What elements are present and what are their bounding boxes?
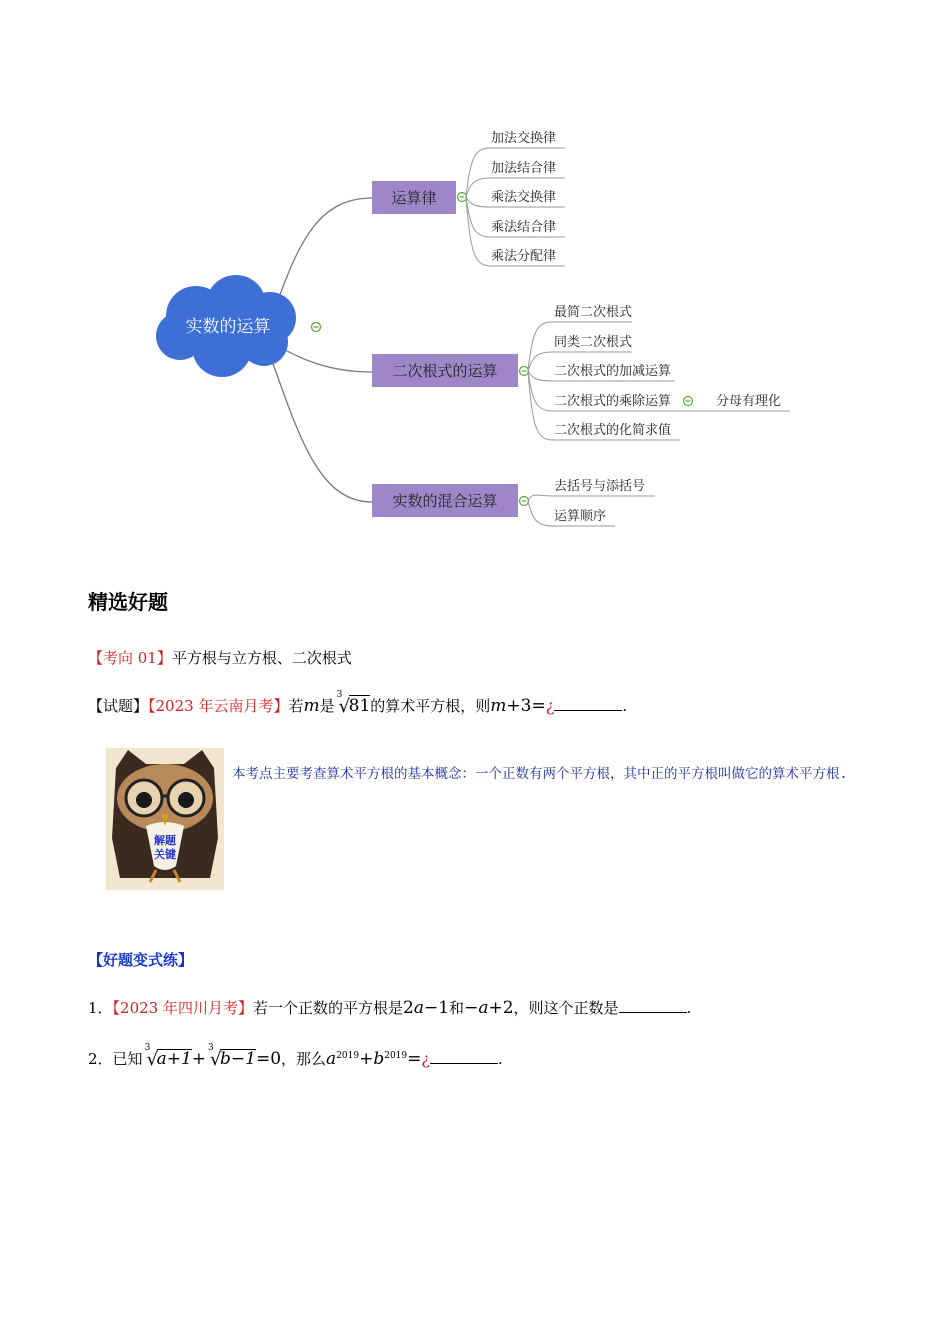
exponent: 2019: [336, 1051, 360, 1061]
item-source: 【2023 年四川月考】: [112, 999, 253, 1017]
leaf-2-2: 同类二次根式: [554, 335, 633, 350]
item-number: 1．: [88, 999, 113, 1017]
owl-text-1: 解题: [154, 834, 176, 847]
root-cloud: [156, 275, 296, 377]
practice-item-2: 2．已知 3 √ a+1+ 3 √ b−1=0，那么$a^{2019}+b^{2019}=¿$ .: [88, 1043, 503, 1070]
qmark: ¿: [545, 696, 555, 715]
leaf-3-1: 去括号与添括号: [554, 479, 646, 494]
leaf-2-3: 二次根式的加减运算: [554, 364, 672, 379]
practice-item-1: [88, 997, 691, 1018]
period: .: [622, 697, 628, 715]
question-text: 若: [288, 697, 304, 715]
practice-title: 【好题变式练】: [88, 951, 194, 969]
answer-blank[interactable]: [554, 696, 622, 711]
math-minus: −: [464, 998, 479, 1018]
topic-tag: 【考向 01】: [88, 649, 172, 667]
question-line: [88, 690, 628, 717]
answer-blank[interactable]: [430, 1049, 498, 1064]
root-label: 实数的运算: [185, 317, 271, 337]
radicand: 81: [348, 696, 371, 716]
var-m: m: [303, 696, 320, 716]
mind-map: [0, 0, 950, 560]
topic-line: [88, 647, 352, 668]
qmark: ¿: [421, 1049, 430, 1068]
item-text: 已知: [112, 1050, 143, 1068]
branch-label-1: 运算律: [391, 189, 437, 207]
question-text: 的算术平方根，则: [370, 697, 491, 715]
var-m: m: [490, 696, 507, 716]
var-a: a: [413, 998, 424, 1018]
var-a: a: [326, 1049, 337, 1069]
period: .: [497, 1050, 503, 1068]
answer-blank[interactable]: [619, 998, 687, 1013]
var-b: b: [220, 1049, 231, 1069]
item-text: ，则这个正数是: [513, 999, 619, 1017]
math-plus: +: [191, 1049, 207, 1069]
expr-tail: +3=: [506, 696, 546, 716]
math-num: 2: [403, 998, 414, 1018]
section-title: 精选好题: [88, 590, 168, 614]
leaf-1-2: 加法结合律: [491, 161, 557, 176]
exponent: 2019: [384, 1051, 408, 1061]
owl-text-2: 关键: [154, 848, 176, 861]
item-number: 2．: [88, 1050, 113, 1068]
leaf-1-3: 乘法交换律: [491, 190, 557, 205]
item-text: 若一个正数的平方根是: [253, 999, 404, 1017]
var-a: a: [478, 998, 489, 1018]
cube-root-b: 3 √ b−1: [208, 1043, 256, 1070]
question-source: 【2023 年云南月考】: [148, 697, 289, 715]
var-b: b: [373, 1049, 385, 1069]
hint-text: 本考点主要考查算术平方根的基本概念：一个正数有两个平方根，其中正的平方根叫做它的算术平方根.: [232, 766, 848, 782]
topic-text: 平方根与立方根、二次根式: [171, 649, 352, 667]
branch-label-2: 二次根式的运算: [392, 362, 498, 380]
math-tail: +1: [166, 1049, 192, 1069]
math-tail: −1: [423, 998, 450, 1018]
branch-label-3: 实数的混合运算: [392, 492, 498, 510]
leaf-2-5: 二次根式的化简求值: [554, 423, 672, 438]
question-label: 【试题】: [88, 697, 149, 715]
owl-image: [106, 748, 224, 890]
period: .: [686, 999, 692, 1017]
leaf-2-4: 二次根式的乘除运算: [554, 394, 672, 409]
item-text: 和: [449, 999, 465, 1017]
var-a: a: [156, 1049, 167, 1069]
math-eq: =: [407, 1049, 422, 1069]
cube-root-a: 3 √ a+1: [144, 1043, 192, 1070]
leaf-3-2: 运算顺序: [554, 509, 607, 524]
item-text: ，那么: [281, 1050, 327, 1068]
math-tail: +2: [488, 998, 514, 1018]
question-text: 是: [319, 697, 335, 715]
leaf-2-4-1: 分母有理化: [716, 394, 782, 409]
leaf-1-1: 加法交换律: [491, 131, 557, 146]
leaf-1-5: 乘法分配律: [491, 249, 557, 264]
cube-root: 3 √ 81: [336, 690, 371, 717]
math-eq: =0: [255, 1049, 282, 1069]
leaf-2-1: 最简二次根式: [554, 305, 633, 320]
leaf-1-4: 乘法结合律: [491, 220, 557, 235]
math-tail: −1: [230, 1049, 256, 1069]
